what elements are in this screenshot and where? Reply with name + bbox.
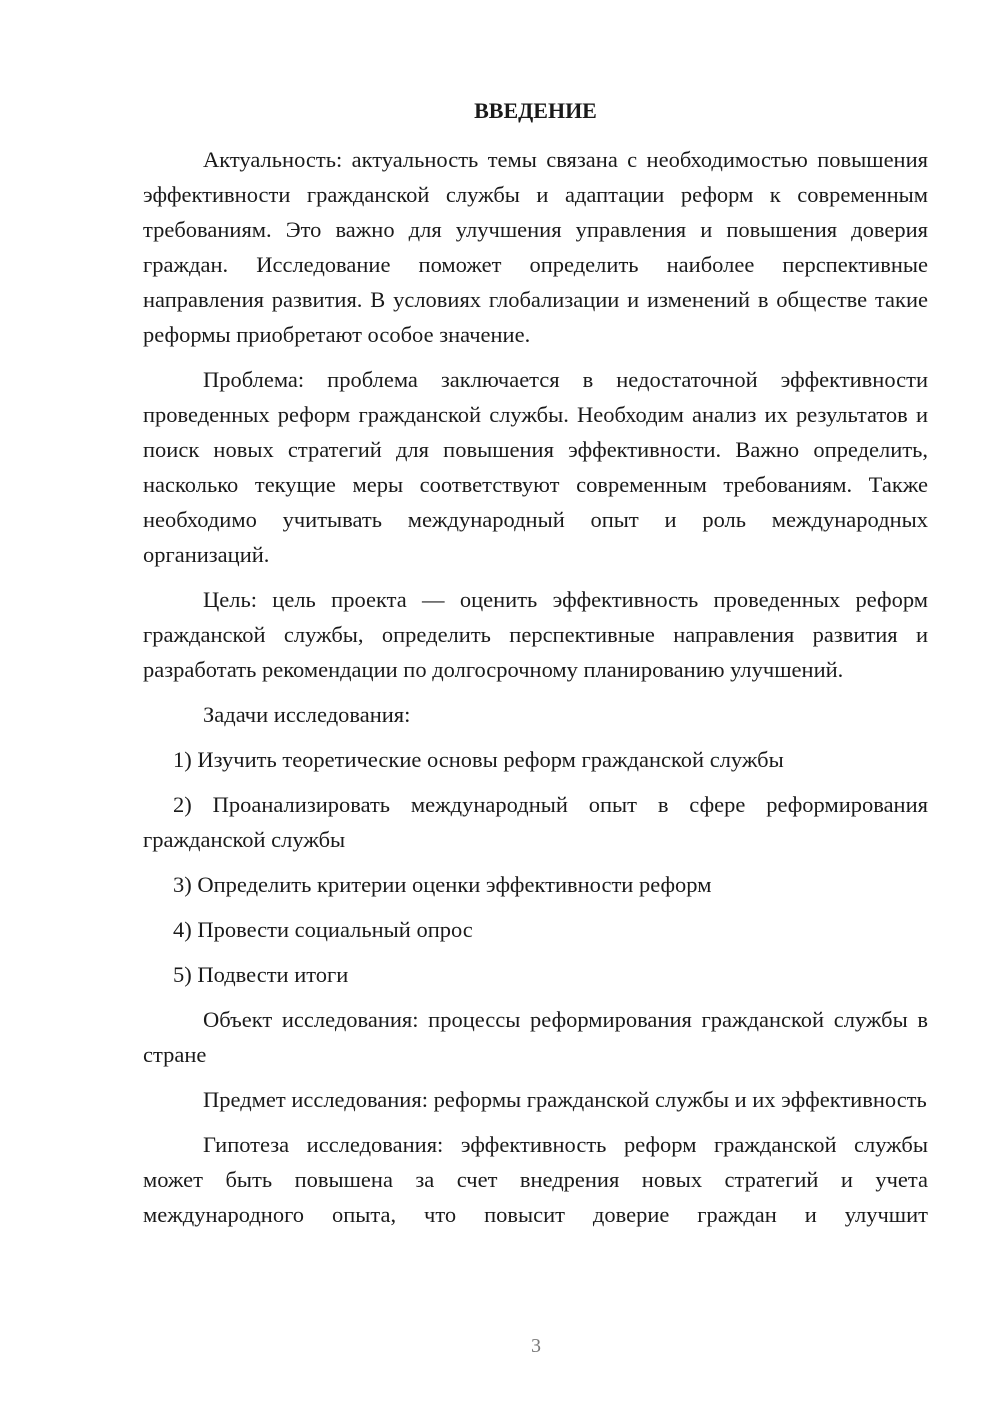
task-item: 2) Проанализировать международный опыт в сфере реформирования гражданской службы xyxy=(143,792,928,852)
research-subject: Предмет исследования: реформы гражданской службы и их эффективность xyxy=(203,1087,927,1112)
task-item: 1) Изучить теоретические основы реформ гражданской службы xyxy=(173,747,784,772)
relevance-paragraph: Актуальность: актуальность темы связана с необходимостью повышения эффективности гражданской службы и адаптации реформ к современным требованиям. Это важно для улучшения управления и повышения доверия граждан. Исследование поможет определить наиболее перспективные направления развития. В условиях глобализации и изменений в обществе такие реформы приобретают особое значение. xyxy=(143,147,928,347)
page-number: 3 xyxy=(531,1335,541,1357)
page-title: ВВЕДЕНИЕ xyxy=(474,98,597,123)
tasks-heading: Задачи исследования: xyxy=(203,702,411,727)
page-content xyxy=(143,96,928,1232)
research-hypothesis: Гипотеза исследования: эффективность реформ гражданской службы может быть повышена за счет внедрения новых стратегий и учета международного опыта, что повысит доверие граждан и улучшит xyxy=(143,1132,928,1227)
task-item: 4) Провести социальный опрос xyxy=(173,917,473,942)
task-item: 5) Подвести итоги xyxy=(173,962,349,987)
problem-paragraph: Проблема: проблема заключается в недостаточной эффективности проведенных реформ гражданской службы. Необходим анализ их результатов и поиск новых стратегий для повышения эффективности. Важно определить, насколько текущие меры соответствуют современным требованиям. Также необходимо учитывать международный опыт и роль международных организаций. xyxy=(143,367,928,567)
research-object: Объект исследования: процессы реформирования гражданской службы в стране xyxy=(143,1007,928,1067)
goal-paragraph: Цель: цель проекта — оценить эффективность проведенных реформ гражданской службы, определить перспективные направления развития и разработать рекомендации по долгосрочному планированию улучшений. xyxy=(143,587,928,682)
task-item: 3) Определить критерии оценки эффективности реформ xyxy=(173,872,712,897)
